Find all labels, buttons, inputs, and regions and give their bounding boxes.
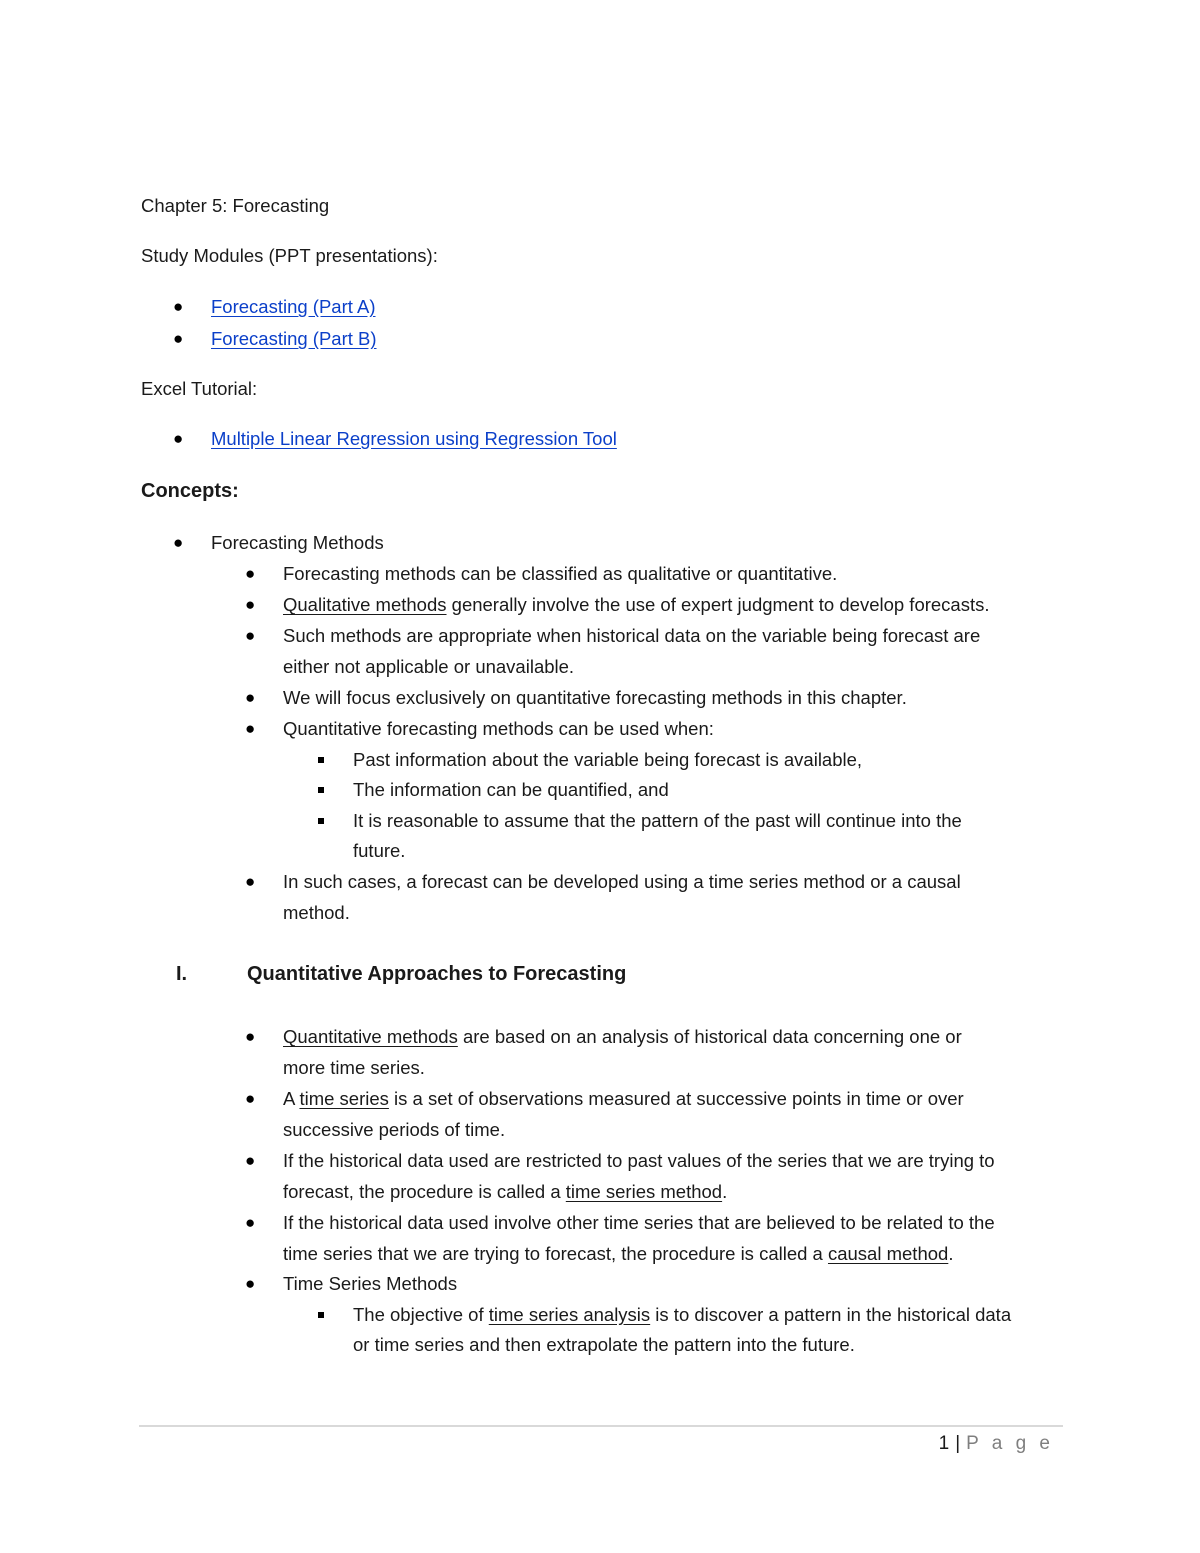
excel-tutorial-label: Excel Tutorial:: [141, 378, 258, 399]
list-item: Time Series Methods: [283, 1273, 458, 1294]
bullet-icon: ●: [173, 429, 184, 448]
sub-list-item: [353, 1304, 1011, 1326]
footer-divider: [139, 1425, 1063, 1427]
square-bullet-icon: [318, 1312, 324, 1318]
text-span: The objective of: [353, 1304, 489, 1325]
list-item: [283, 1026, 962, 1048]
sub-list-item: The information can be quantified, and: [353, 779, 669, 800]
list-item: If the historical data used are restricted to past values of the series that we are trying to: [283, 1150, 995, 1171]
page-number: 1: [938, 1433, 950, 1454]
term-qualitative-methods: Qualitative methods: [283, 594, 447, 615]
bullet-icon: ●: [173, 533, 184, 552]
text-span: are based on an analysis of historical data concerning one or: [457, 1026, 962, 1047]
list-item-continuation: [283, 1243, 953, 1265]
link-forecasting-part-a[interactable]: Forecasting (Part A): [211, 296, 376, 317]
list-item-continuation: successive periods of time.: [283, 1119, 506, 1140]
text-span: generally involve the use of expert judgment to develop forecasts.: [446, 594, 990, 615]
bullet-icon: ●: [173, 297, 184, 316]
sub-list-item: It is reasonable to assume that the pattern of the past will continue into the: [353, 810, 962, 831]
section-title: Quantitative Approaches to Forecasting: [247, 963, 627, 985]
page-label: P a g e: [966, 1433, 1054, 1454]
list-item: Forecasting methods can be classified as qualitative or quantitative.: [283, 563, 838, 584]
term-causal-method: causal method: [827, 1243, 949, 1264]
list-item-continuation: either not applicable or unavailable.: [283, 656, 575, 677]
link-forecasting-part-b[interactable]: Forecasting (Part B): [211, 328, 377, 349]
list-item: We will focus exclusively on quantitative forecasting methods in this chapter.: [283, 687, 907, 708]
bullet-icon: ●: [173, 329, 184, 348]
text-span: is a set of observations measured at successive points in time or over: [388, 1088, 964, 1109]
section-number: I.: [176, 963, 188, 985]
square-bullet-icon: [318, 818, 324, 824]
bullet-icon: ●: [245, 1151, 256, 1170]
bullet-icon: ●: [245, 719, 256, 738]
list-item-continuation: method.: [283, 902, 350, 923]
text-span: .: [722, 1181, 728, 1202]
study-modules-label: Study Modules (PPT presentations):: [141, 245, 438, 266]
link-multiple-linear-regression[interactable]: Multiple Linear Regression using Regression Tool: [211, 428, 617, 449]
term-time-series-analysis: time series analysis: [488, 1304, 651, 1325]
square-bullet-icon: [318, 787, 324, 793]
page-footer: [939, 1432, 1054, 1456]
list-item-continuation: [283, 1181, 727, 1203]
bullet-icon: ●: [245, 1089, 256, 1108]
text-span: A: [283, 1088, 300, 1109]
square-bullet-icon: [318, 757, 324, 763]
term-quantitative-methods: Quantitative methods: [283, 1026, 458, 1047]
list-item: Quantitative forecasting methods can be used when:: [283, 718, 714, 739]
text-span: time series that we are trying to forecast, the procedure is called a: [283, 1243, 828, 1264]
bullet-icon: ●: [245, 1027, 256, 1046]
sub-list-item-continuation: or time series and then extrapolate the pattern into the future.: [353, 1334, 855, 1355]
list-item: [283, 1088, 964, 1110]
bullet-icon: ●: [245, 564, 256, 583]
chapter-title: Chapter 5: Forecasting: [141, 195, 330, 216]
term-time-series: time series: [299, 1088, 389, 1109]
bullet-icon: ●: [245, 872, 256, 891]
list-item: Such methods are appropriate when historical data on the variable being forecast are: [283, 625, 981, 646]
concepts-heading: Concepts:: [141, 480, 239, 502]
bullet-icon: ●: [245, 1213, 256, 1232]
bullet-icon: ●: [245, 688, 256, 707]
sub-list-item-continuation: future.: [353, 840, 406, 861]
bullet-icon: ●: [245, 595, 256, 614]
text-span: forecast, the procedure is called a: [283, 1181, 566, 1202]
term-time-series-method: time series method: [565, 1181, 723, 1202]
list-item: If the historical data used involve other time series that are believed to be related to the: [283, 1212, 995, 1233]
list-item-continuation: more time series.: [283, 1057, 425, 1078]
bullet-icon: ●: [245, 1274, 256, 1293]
text-span: .: [948, 1243, 954, 1264]
list-item: Forecasting Methods: [211, 532, 384, 553]
list-item: In such cases, a forecast can be developed using a time series method or a causal: [283, 871, 961, 892]
list-item: [283, 594, 990, 616]
bullet-icon: ●: [245, 626, 256, 645]
sub-list-item: Past information about the variable being forecast is available,: [353, 749, 863, 770]
text-span: is to discover a pattern in the historical data: [650, 1304, 1012, 1325]
footer-separator: |: [955, 1433, 961, 1454]
